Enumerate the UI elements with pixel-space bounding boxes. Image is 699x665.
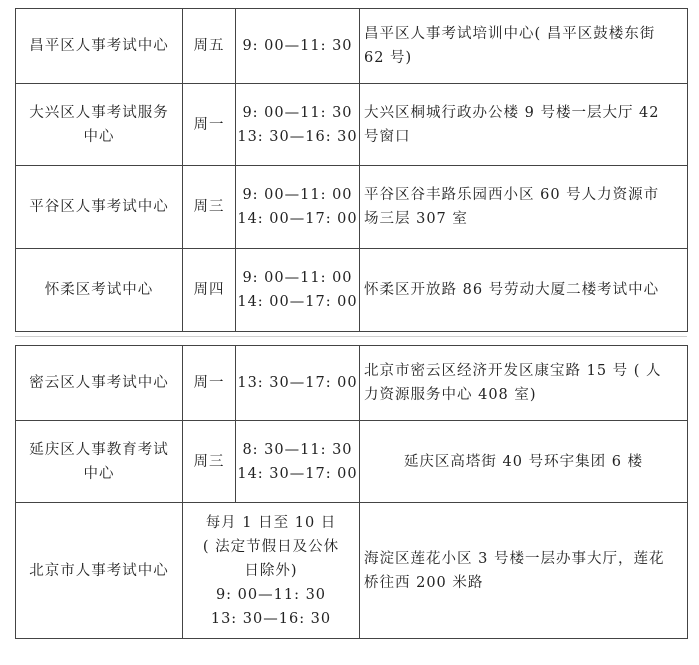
center-name-cell: [16, 166, 183, 249]
address: 延庆区高塔街 40 号环宇集团 6 楼: [403, 453, 644, 470]
center-name-cell: [16, 249, 183, 332]
center-name-cell: [16, 346, 183, 421]
center-name-cell: [16, 84, 183, 166]
center-name: 平谷区人事考试中心: [29, 199, 169, 215]
address: 怀柔区开放路 86 号劳动大厦二楼考试中心: [364, 282, 660, 298]
hours-cell: [236, 9, 360, 84]
table-row: [16, 503, 688, 639]
center-name: 北京市人事考试中心: [29, 562, 169, 579]
weekday: 周五: [193, 38, 225, 54]
address: 平谷区谷丰路乐园西小区 60 号人力资源市 场三层 307 室: [364, 187, 660, 227]
weekday-cell: [183, 346, 236, 421]
address: 昌平区人事考试培训中心( 昌平区鼓楼东街 62 号): [364, 26, 656, 66]
address: 大兴区桐城行政办公楼 9 号楼一层大厅 42 号窗口: [364, 104, 660, 145]
weekday: 周三: [193, 453, 225, 470]
hours: 8: 30—11: 30 14: 30—17: 00: [237, 441, 358, 482]
hours-cell: [236, 249, 360, 332]
address-cell: [360, 249, 688, 332]
schedule-table-top: [15, 8, 688, 332]
hours: 9: 00—11: 00 14: 00—17: 00: [237, 270, 358, 310]
hours-cell: [236, 84, 360, 166]
hours: 9: 00—11: 00 14: 00—17: 00: [237, 187, 358, 227]
center-name-cell: [16, 9, 183, 84]
table-row: [16, 249, 688, 332]
weekday-cell: [183, 9, 236, 84]
schedule-cell: [183, 503, 360, 639]
center-name: 延庆区人事教育考试 中心: [29, 441, 169, 482]
address-cell: [360, 421, 688, 503]
table-row: [16, 84, 688, 166]
address-cell: [360, 9, 688, 84]
hours-cell: [236, 421, 360, 503]
address-cell: [360, 166, 688, 249]
schedule-table-bottom: [15, 345, 688, 639]
center-name: 密云区人事考试中心: [29, 375, 169, 391]
center-name: 大兴区人事考试服务 中心: [29, 104, 169, 145]
center-name: 怀柔区考试中心: [44, 282, 154, 298]
table-row: [16, 421, 688, 503]
weekday-cell: [183, 421, 236, 503]
address-cell: [360, 346, 688, 421]
center-name: 昌平区人事考试中心: [29, 38, 169, 54]
table-row: [16, 9, 688, 84]
hours: 13: 30—17: 00: [237, 375, 358, 391]
page-break-divider: [15, 336, 687, 337]
hours: 9: 00—11: 30 13: 30—16: 30: [237, 104, 358, 145]
address-cell: [360, 84, 688, 166]
weekday-cell: [183, 84, 236, 166]
hours-cell: [236, 166, 360, 249]
table-row: [16, 166, 688, 249]
weekday: 周一: [193, 116, 225, 133]
hours: 9: 00—11: 30: [242, 38, 353, 54]
center-name-cell: [16, 421, 183, 503]
address: 海淀区莲花小区 3 号楼一层办事大厅，莲花 桥往西 200 米路: [364, 550, 665, 591]
weekday: 周三: [193, 199, 225, 215]
table-row: [16, 346, 688, 421]
center-name-cell: [16, 503, 183, 639]
weekday-cell: [183, 166, 236, 249]
weekday-cell: [183, 249, 236, 332]
hours-cell: [236, 346, 360, 421]
schedule: 每月 1 日至 10 日 ( 法定节假日及公休 日除外) 9: 00—11: 30 13: 30—16: 30: [202, 514, 340, 627]
weekday: 周四: [193, 282, 225, 298]
weekday: 周一: [193, 375, 225, 391]
address-cell: [360, 503, 688, 639]
address: 北京市密云区经济开发区康宝路 15 号 ( 人 力资源服务中心 408 室): [364, 363, 662, 403]
